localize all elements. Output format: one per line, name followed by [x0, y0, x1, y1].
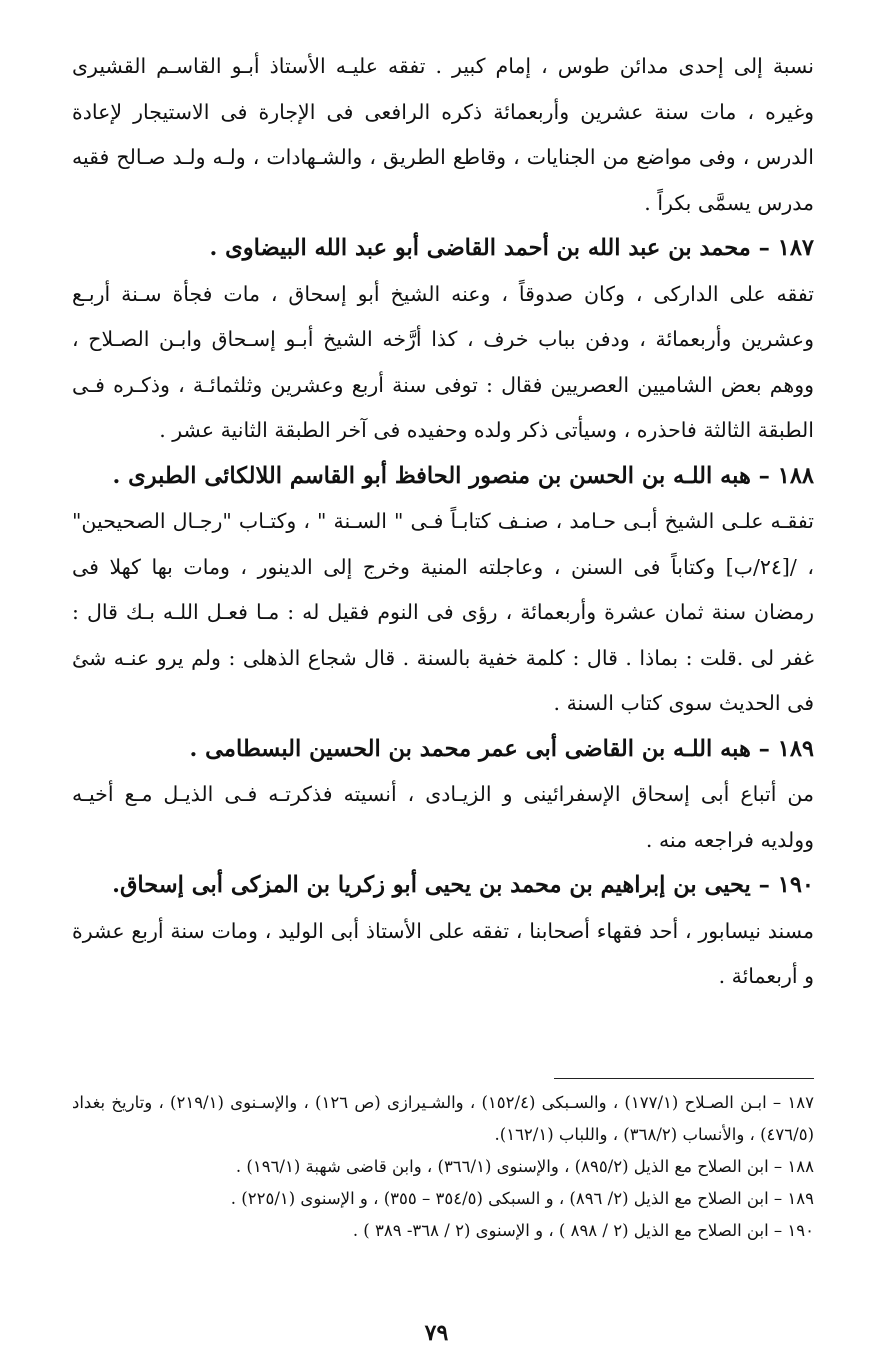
footnote-190: ١٩٠ – ابن الصلاح مع الذيل (٢ / ٨٩٨ ) ، و الإسنوى (٢ / ٣٦٨- ٣٨٩ ) . — [352, 1221, 814, 1240]
intro-paragraph: نسبة إلى إحدى مدائن طوس ، إمام كبير . تفقه عليـه الأستاذ أبـو القاسـم القشيرى وغيره ، مات سنة عشرين وأربعمائة ذكره الرافعى فى الإجارة فى الاستيجار لإعادة الدرس ، وفى مواضع من الجنايات ، وقاطع الطريق ، والشـهادات ، ولـه ولـد صـالح فقيه مدرس يسمَّى بكراً . — [72, 54, 814, 215]
footnote-188: ١٨٨ – ابن الصلاح مع الذيل (٨٩٥/٢) ، والإسنوى (٣٦٦/١) ، وابن قاضى شهبة (١٩٦/١) . — [235, 1157, 814, 1176]
footnotes — [72, 1078, 814, 1247]
footnote-divider — [554, 1078, 814, 1079]
entry-body-188: تفقـه علـى الشيخ أبـى حـامد ، صنـف كتابـاً فـى " السـنة " ، وكتـاب "رجـال الصحيحين" ، /[٢٤/ب] وكتاباً فى السنن ، وعاجلته المنية وخرج إلى الدينور ، ومات بها كهلا فى رمضان سنة ثمان عشرة وأربعمائة ، رؤى فى النوم فقيل له : مـا فعـل اللـه بـك قال : غفر لى .قلت : بماذا . قال : كلمة خفية بالسنة . قال شجاع الذهلى : ولم يرو عنـه شئ فى الحديث سوى كتاب السنة . — [72, 509, 814, 715]
page-number: ٧٩ — [424, 1320, 449, 1346]
entry-body-187: تفقه على الداركى ، وكان صدوقاً ، وعنه الشيخ أبو إسحاق ، مات فجأة سـنة أربـع وعشرين وأربعمائة ، ودفن بباب خرف ، كذا أرَّخه الشيخ أبـو إسـحاق وابـن الصـلاح ، ووهم بعض الشاميين العصريين فقال : توفى سنة أربع وعشرين وثلثمائـة ، وذكـره فـى الطبقة الثالثة فاحذره ، وسيأتى ذكر ولده وحفيده فى آخر الطبقة الثانية عشر . — [72, 281, 814, 442]
entry-heading-187: ١٨٧ – محمد بن عبد الله بن أحمد القاضى أبو عبد الله البيضاوى . — [209, 235, 814, 261]
footnote-189: ١٨٩ – ابن الصلاح مع الذيل (٢/ ٨٩٦) ، و السبكى (٣٥٤/٥ – ٣٥٥) ، و الإسنوى (٢٢٥/١) . — [230, 1189, 814, 1208]
footnote-187: ١٨٧ – ابـن الصـلاح (١٧٧/١) ، والسـبكى (١٥٢/٤) ، والشـيرازى (ص ١٢٦) ، والإسـنوى (٢١٩/١) ، وتاريخ بغداد (٤٧٦/٥) ، والأنساب (٣٦٨/٢) ، واللباب (١٦٢/١). — [72, 1093, 814, 1144]
entry-body-189: من أتباع أبى إسحاق الإسفرائينى و الزيـادى ، أنسيته فذكرتـه فـى الذيـل مـع أخيـه وولديه فراجعه منه . — [72, 782, 814, 852]
entry-heading-189: ١٨٩ – هبه اللـه بن القاضى أبى عمر محمد بن الحسين البسطامى . — [189, 735, 814, 762]
entry-heading-188: ١٨٨ – هبه اللـه بن الحسن بن منصور الحافظ أبو القاسم اللالكائى الطبرى . — [112, 462, 814, 489]
entry-heading-190: ١٩٠ – يحيى بن إبراهيم بن محمد بن يحيى أبو زكريا بن المزكى أبى إسحاق. — [112, 872, 814, 898]
entry-body-190: مسند نيسابور ، أحد فقهاء أصحابنا ، تفقه على الأستاذ أبى الوليد ، ومات سنة أربع عشرة و أربعمائة . — [72, 918, 814, 988]
main-text — [72, 44, 814, 1000]
